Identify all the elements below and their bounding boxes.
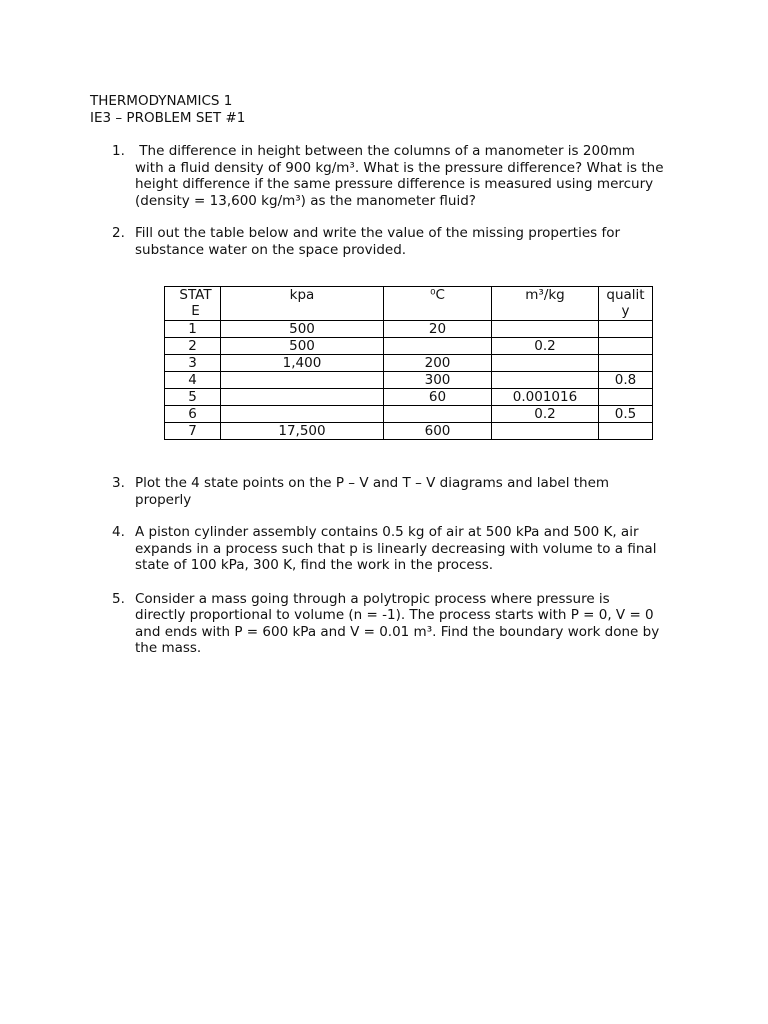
table-row [165,389,653,406]
table-cell [384,406,492,423]
table-cell: 0.8 [599,372,653,389]
question-line: properly [135,491,192,508]
question-line: A piston cylinder assembly contains 0.5 kg of air at 500 kPa and 500 K, air [135,524,639,540]
table-cell: 0.001016 [492,389,599,406]
table-cell [492,423,599,440]
table-cell: 17,500 [221,423,384,440]
properties-table-wrapper [164,286,653,440]
table-cell: 300 [384,372,492,389]
question-line: height difference if the same pressure difference is measured using mercury [135,176,654,192]
table-cell: 500 [221,338,384,355]
table-cell: 2 [165,338,221,355]
table-cell [492,355,599,372]
question-line: state of 100 kPa, 300 K, find the work in the process. [135,557,494,573]
table-cell: 0.2 [492,406,599,423]
course-title: THERMODYNAMICS 1 [90,93,233,109]
header-text: STAT [179,287,212,303]
table-cell: 60 [384,389,492,406]
table-cell: 1 [165,321,221,338]
table-cell [599,423,653,440]
table-cell: 6 [165,406,221,423]
table-header-cell [492,287,599,321]
question-list-lower [112,475,682,657]
question-line: substance water on the space provided. [135,241,407,258]
table-row [165,406,653,423]
document-header [90,93,690,126]
table-header-cell [165,287,221,321]
question-number: 1. [112,143,125,159]
question-text [135,225,682,258]
question-line: Consider a mass going through a polytropic process where pressure is [135,590,610,607]
question-line: Fill out the table below and write the value of the missing properties for [135,225,621,241]
table-row [165,423,653,440]
table-cell: 7 [165,423,221,440]
question-line: Plot the 4 state points on the P – V and T – V diagrams and label them [135,475,610,491]
table-cell: 0.5 [599,406,653,423]
question-line: expands in a process such that p is linearly decreasing with volume to a final [135,540,657,557]
table-cell [599,355,653,372]
question-1 [112,143,682,209]
table-header-row [165,287,653,321]
table-row [165,372,653,389]
table-cell [599,321,653,338]
header-text: qualit [606,287,645,303]
question-line: and ends with P = 600 kPa and V = 0.01 m³. Find the boundary work done by [135,623,660,640]
table-cell [384,338,492,355]
table-cell [221,372,384,389]
question-number: 3. [112,475,125,491]
question-text [135,143,682,209]
header-text: y [621,303,630,319]
table-cell: 20 [384,321,492,338]
table-cell [221,406,384,423]
question-4 [112,524,682,574]
question-line: with a fluid density of 900 kg/m³. What is the pressure difference? What is the [135,159,664,176]
table-cell: 1,400 [221,355,384,372]
question-line: (density = 13,600 kg/m³) as the manometer fluid? [135,192,476,209]
table-cell [492,321,599,338]
question-number: 5. [112,590,125,607]
header-text: E [191,303,200,319]
properties-table [164,286,653,440]
table-cell: 500 [221,321,384,338]
table-cell: 4 [165,372,221,389]
table-cell: 200 [384,355,492,372]
header-text: kpa [289,287,315,303]
table-cell: 3 [165,355,221,372]
table-cell [599,389,653,406]
problem-set-title: IE3 – PROBLEM SET #1 [90,109,246,126]
question-number: 4. [112,524,125,540]
question-text [135,591,682,657]
table-cell: 600 [384,423,492,440]
table-row [165,321,653,338]
question-line: directly proportional to volume (n = -1). The process starts with P = 0, V = 0 [135,607,654,623]
table-cell: 5 [165,389,221,406]
header-text: m³/kg [525,287,565,303]
table-cell: 0.2 [492,338,599,355]
question-2 [112,225,682,258]
question-text [135,524,682,574]
table-cell [221,389,384,406]
question-line: the mass. [135,640,202,656]
table-cell [599,338,653,355]
table-header-cell [599,287,653,321]
table-row [165,355,653,372]
question-3 [112,475,682,508]
table-row [165,338,653,355]
question-number: 2. [112,225,125,241]
question-line: The difference in height between the columns of a manometer is 200mm [135,143,635,159]
question-5 [112,591,682,657]
table-header-cell [221,287,384,321]
table-cell [492,372,599,389]
header-text: ⁰C [430,287,445,303]
question-list-upper [112,143,682,258]
question-text [135,475,682,508]
table-header-cell [384,287,492,321]
